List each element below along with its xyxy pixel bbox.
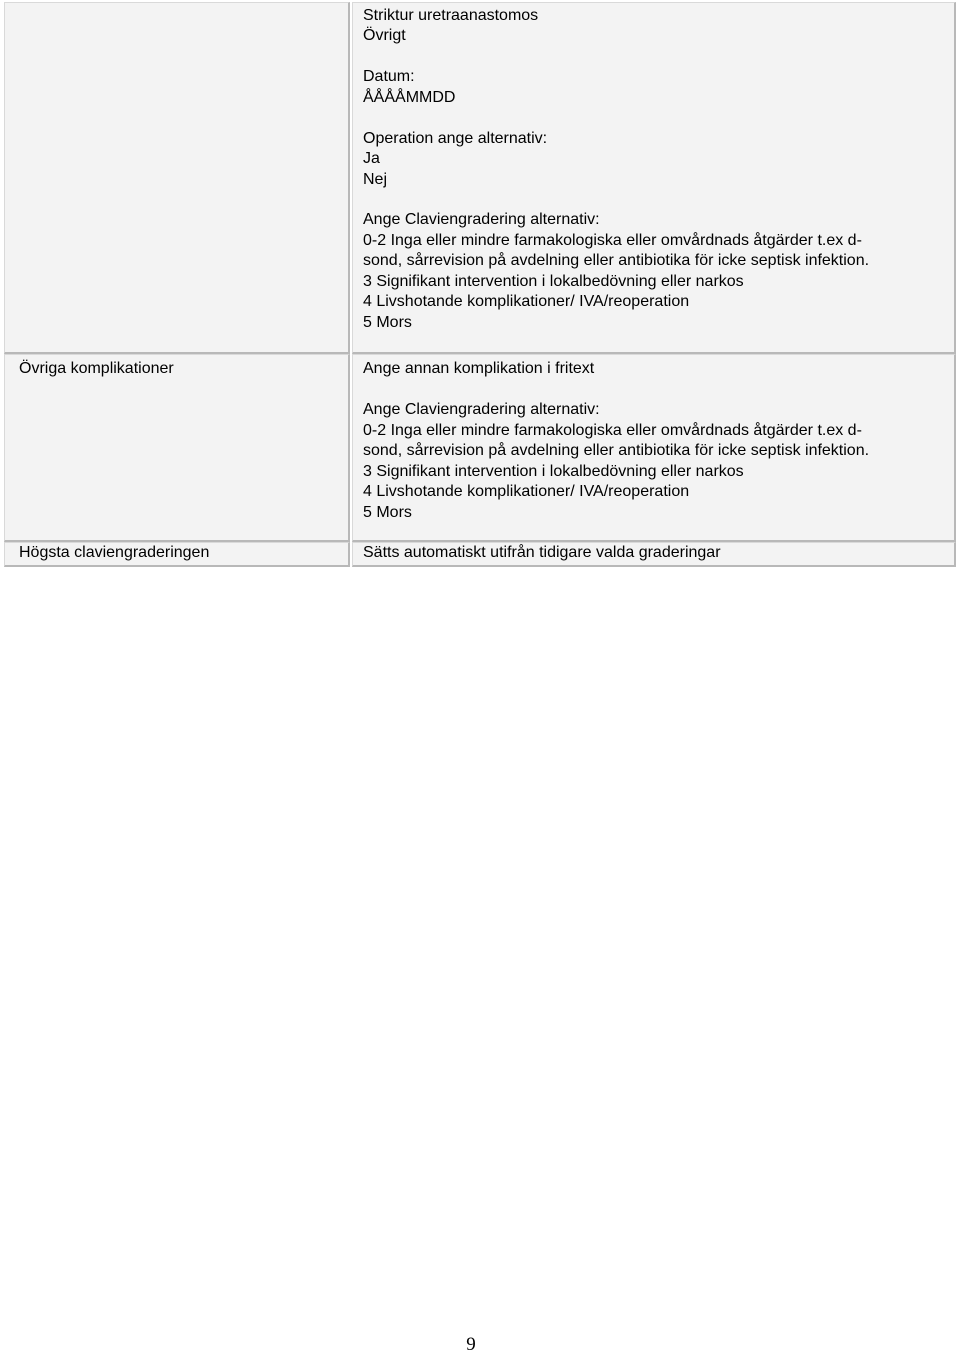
row2-line-2: Ange Claviengradering alternativ: [363, 401, 600, 418]
row2-line-1: Ange annan komplikation i fritext [363, 360, 595, 377]
row1-label-cell [4, 2, 350, 354]
row1-line-5: Operation ange alternativ: [363, 130, 548, 147]
row2-label: Övriga komplikationer [19, 360, 174, 377]
row2-line-6: 4 Livshotande komplikationer/ IVA/reoperation [363, 483, 690, 500]
row2-line-5: 3 Signifikant intervention i lokalbedövning eller narkos [363, 463, 744, 480]
row1-line-9: 0-2 Inga eller mindre farmakologiska eller omvårdnads åtgärder t.ex d- [363, 232, 862, 249]
row1-line-8: Ange Claviengradering alternativ: [363, 211, 600, 228]
row1-line-12: 4 Livshotande komplikationer/ IVA/reoperation [363, 293, 690, 310]
row1-line-1: Striktur uretraanastomos [363, 7, 539, 24]
row3-value-cell [352, 542, 956, 567]
row1-line-6: Ja [363, 150, 380, 167]
row1-line-10: sond, sårrevision på avdelning eller antibiotika för icke septisk infektion. [363, 252, 870, 269]
row2-line-3: 0-2 Inga eller mindre farmakologiska eller omvårdnads åtgärder t.ex d- [363, 422, 862, 439]
row2-line-7: 5 Mors [363, 504, 412, 521]
row2-label-cell [4, 354, 350, 542]
row2-value-cell [352, 354, 956, 542]
row2-line-4: sond, sårrevision på avdelning eller antibiotika för icke septisk infektion. [363, 442, 870, 459]
page-number: 9 [466, 1334, 476, 1355]
row3-label: Högsta claviengraderingen [19, 544, 210, 561]
row1-line-7: Nej [363, 171, 388, 188]
row1-line-13: 5 Mors [363, 314, 412, 331]
row1-line-3: Datum: [363, 68, 415, 85]
row3-label-cell [4, 542, 350, 567]
row1-line-4: ÅÅÅÅMMDD [363, 89, 456, 106]
row1-line-2: Övrigt [363, 27, 406, 44]
row1-value-cell [352, 2, 956, 354]
row1-line-11: 3 Signifikant intervention i lokalbedövning eller narkos [363, 273, 744, 290]
row3-line-1: Sätts automatiskt utifrån tidigare valda graderingar [363, 544, 721, 561]
